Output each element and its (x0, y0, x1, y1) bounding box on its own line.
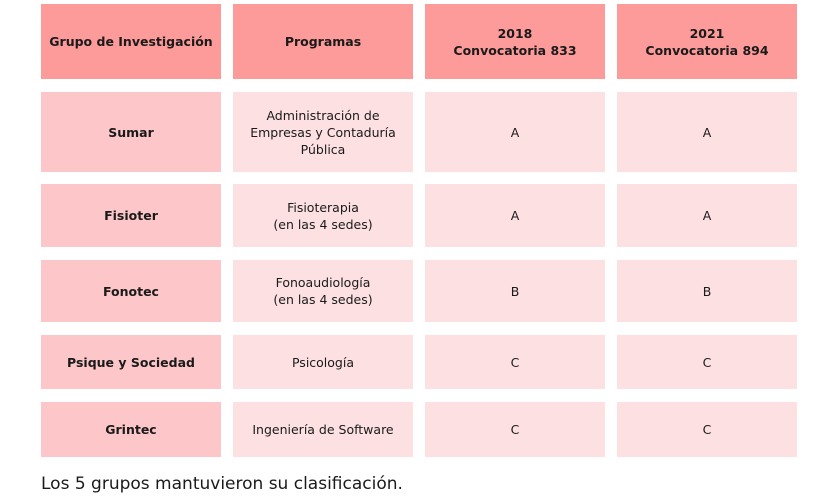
row-program-cell: Ingeniería de Software (233, 402, 413, 457)
row-2018-cell: C (425, 402, 605, 457)
row-2021-cell: C (617, 335, 797, 389)
row-2021-cell: C (617, 402, 797, 457)
row-2018-cell: C (425, 335, 605, 389)
row-group-cell: Psique y Sociedad (41, 335, 221, 389)
row-program-cell: Fisioterapia (en las 4 sedes) (233, 184, 413, 247)
row-2021-cell: A (617, 92, 797, 172)
row-program-cell: Administración de Empresas y Contaduría Pública (233, 92, 413, 172)
row-program-cell: Psicología (233, 335, 413, 389)
row-group-cell: Fisioter (41, 184, 221, 247)
footnote: Los 5 grupos mantuvieron su clasificación. (41, 474, 403, 494)
row-program-cell: Fonoaudiología (en las 4 sedes) (233, 260, 413, 322)
header-grupo: Grupo de Investigación (41, 4, 221, 79)
row-2021-cell: B (617, 260, 797, 322)
row-2018-cell: B (425, 260, 605, 322)
header-2021: 2021 Convocatoria 894 (617, 4, 797, 79)
row-group-cell: Fonotec (41, 260, 221, 322)
row-group-cell: Sumar (41, 92, 221, 172)
row-group-cell: Grintec (41, 402, 221, 457)
row-2018-cell: A (425, 92, 605, 172)
header-programas: Programas (233, 4, 413, 79)
row-2018-cell: A (425, 184, 605, 247)
header-2018: 2018 Convocatoria 833 (425, 4, 605, 79)
row-2021-cell: A (617, 184, 797, 247)
